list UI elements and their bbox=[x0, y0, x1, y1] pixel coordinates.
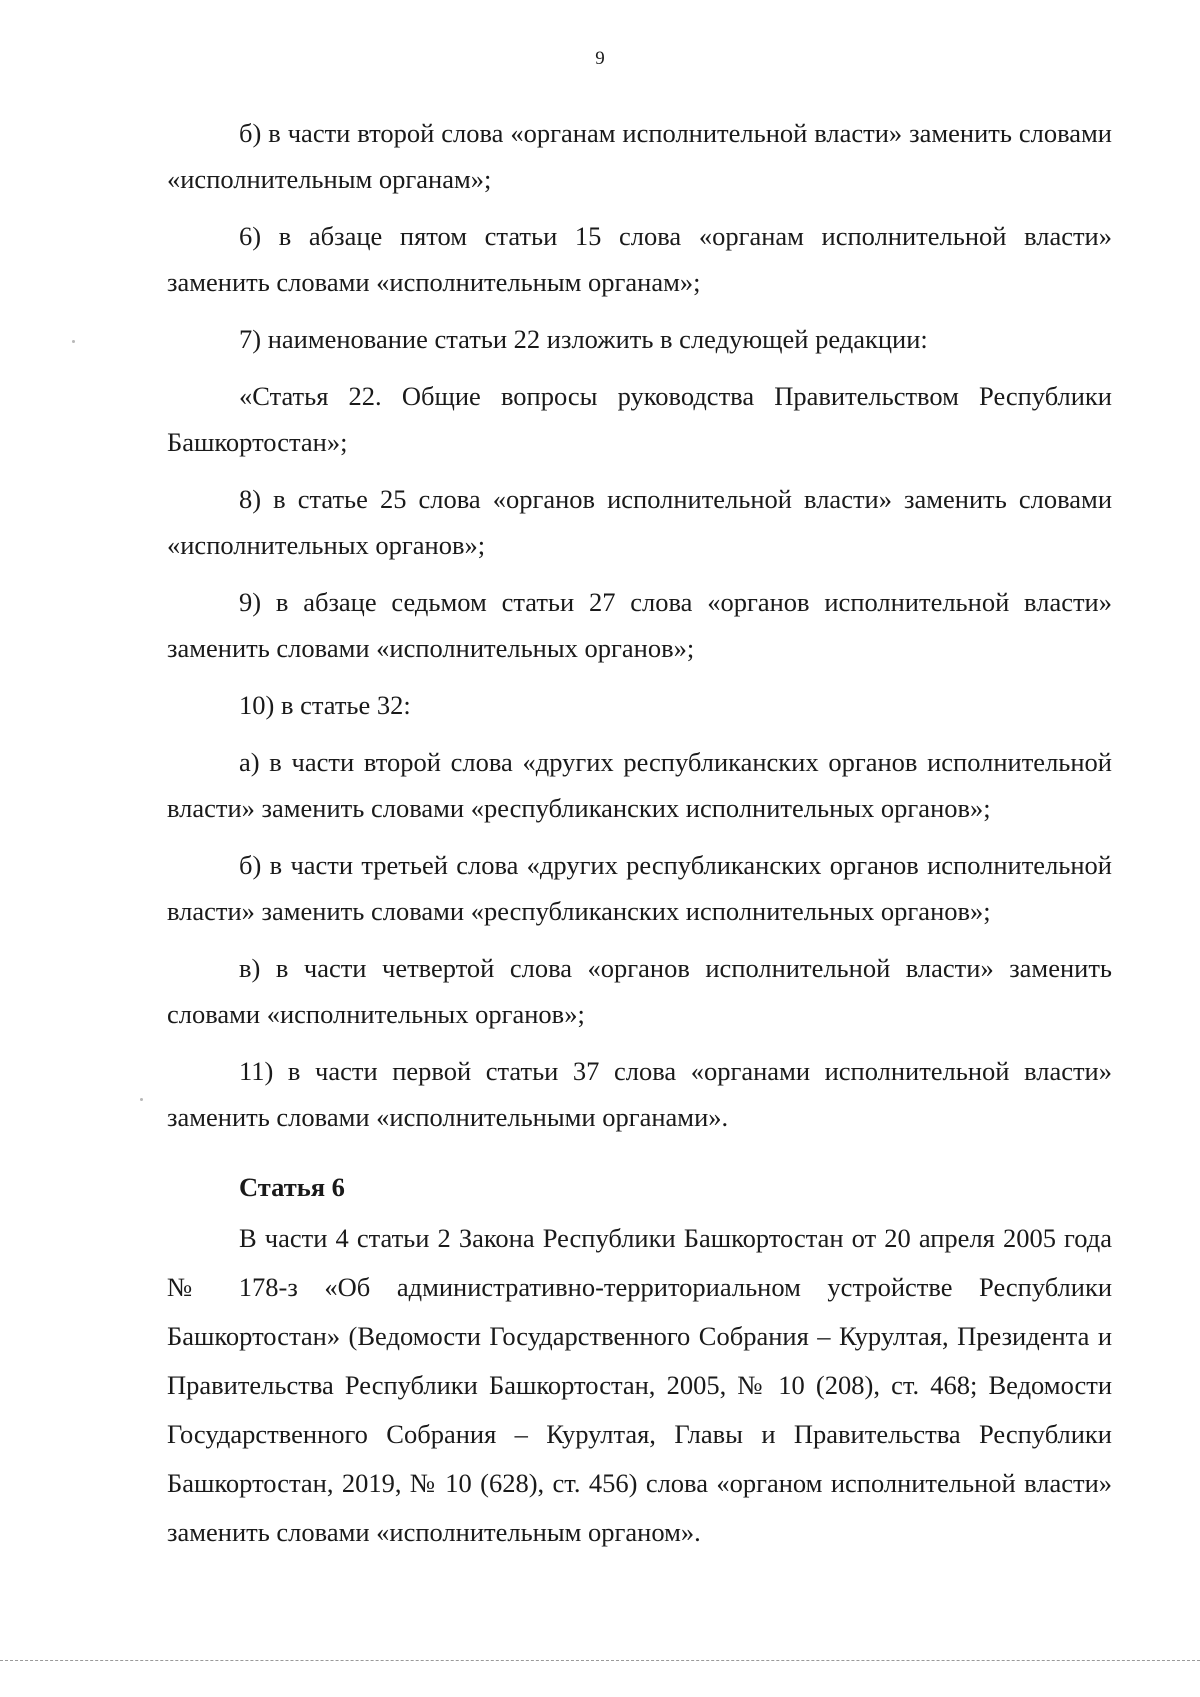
paragraph-item-10-v: в) в части четвертой слова «органов исполнительной власти» заменить словами «исполнительных органов»; bbox=[167, 953, 1112, 1029]
paragraph-article-22-title: «Статья 22. Общие вопросы руководства Правительством Республики Башкортостан»; bbox=[167, 381, 1112, 457]
paragraph-item-8: 8) в статье 25 слова «органов исполнительной власти» заменить словами «исполнительных органов»; bbox=[167, 484, 1112, 560]
scan-speck bbox=[140, 1098, 143, 1101]
paragraph-item-7: 7) наименование статьи 22 изложить в следующей редакции: bbox=[239, 324, 928, 354]
paragraph-item-10-b: б) в части третьей слова «других республиканских органов исполнительной власти» заменить словами «республиканских исполнительных органов»; bbox=[167, 850, 1112, 926]
paragraph-item-9: 9) в абзаце седьмом статьи 27 слова «органов исполнительной власти» заменить словами «исполнительных органов»; bbox=[167, 587, 1112, 663]
article-6-body: В части 4 статьи 2 Закона Республики Башкортостан от 20 апреля 2005 года № 178-з «Об административно-территориальном устройстве Республики Башкортостан» (Ведомости Государственного Собрания – Курултая, Президента и Правительства Республики Башкортостан, 2005, № 10 (208), ст. 468; Ведомости Государственного Собрания – Курултая, Главы и Правительства Республики Башкортостан, 2019, № 10 (628), ст. 456) слова «органом исполнительной власти» заменить словами «исполнительным органом». bbox=[167, 1223, 1112, 1547]
article-6-heading: Статья 6 bbox=[239, 1172, 345, 1202]
scan-speck bbox=[72, 340, 75, 343]
page-number: 9 bbox=[595, 48, 605, 69]
paragraph-item-6: 6) в абзаце пятом статьи 15 слова «органам исполнительной власти» заменить словами «исполнительным органам»; bbox=[167, 221, 1112, 297]
paragraph-item-10-a: а) в части второй слова «других республиканских органов исполнительной власти» заменить словами «республиканских исполнительных органов»; bbox=[167, 747, 1112, 823]
document-body bbox=[167, 110, 1112, 1557]
scan-edge-line bbox=[0, 1660, 1200, 1661]
paragraph-item-11: 11) в части первой статьи 37 слова «органами исполнительной власти» заменить словами «исполнительными органами». bbox=[167, 1056, 1112, 1132]
paragraph-item-b-part-two: б) в части второй слова «органам исполнительной власти» заменить словами «исполнительным органам»; bbox=[167, 118, 1112, 194]
paragraph-item-10: 10) в статье 32: bbox=[239, 690, 411, 720]
